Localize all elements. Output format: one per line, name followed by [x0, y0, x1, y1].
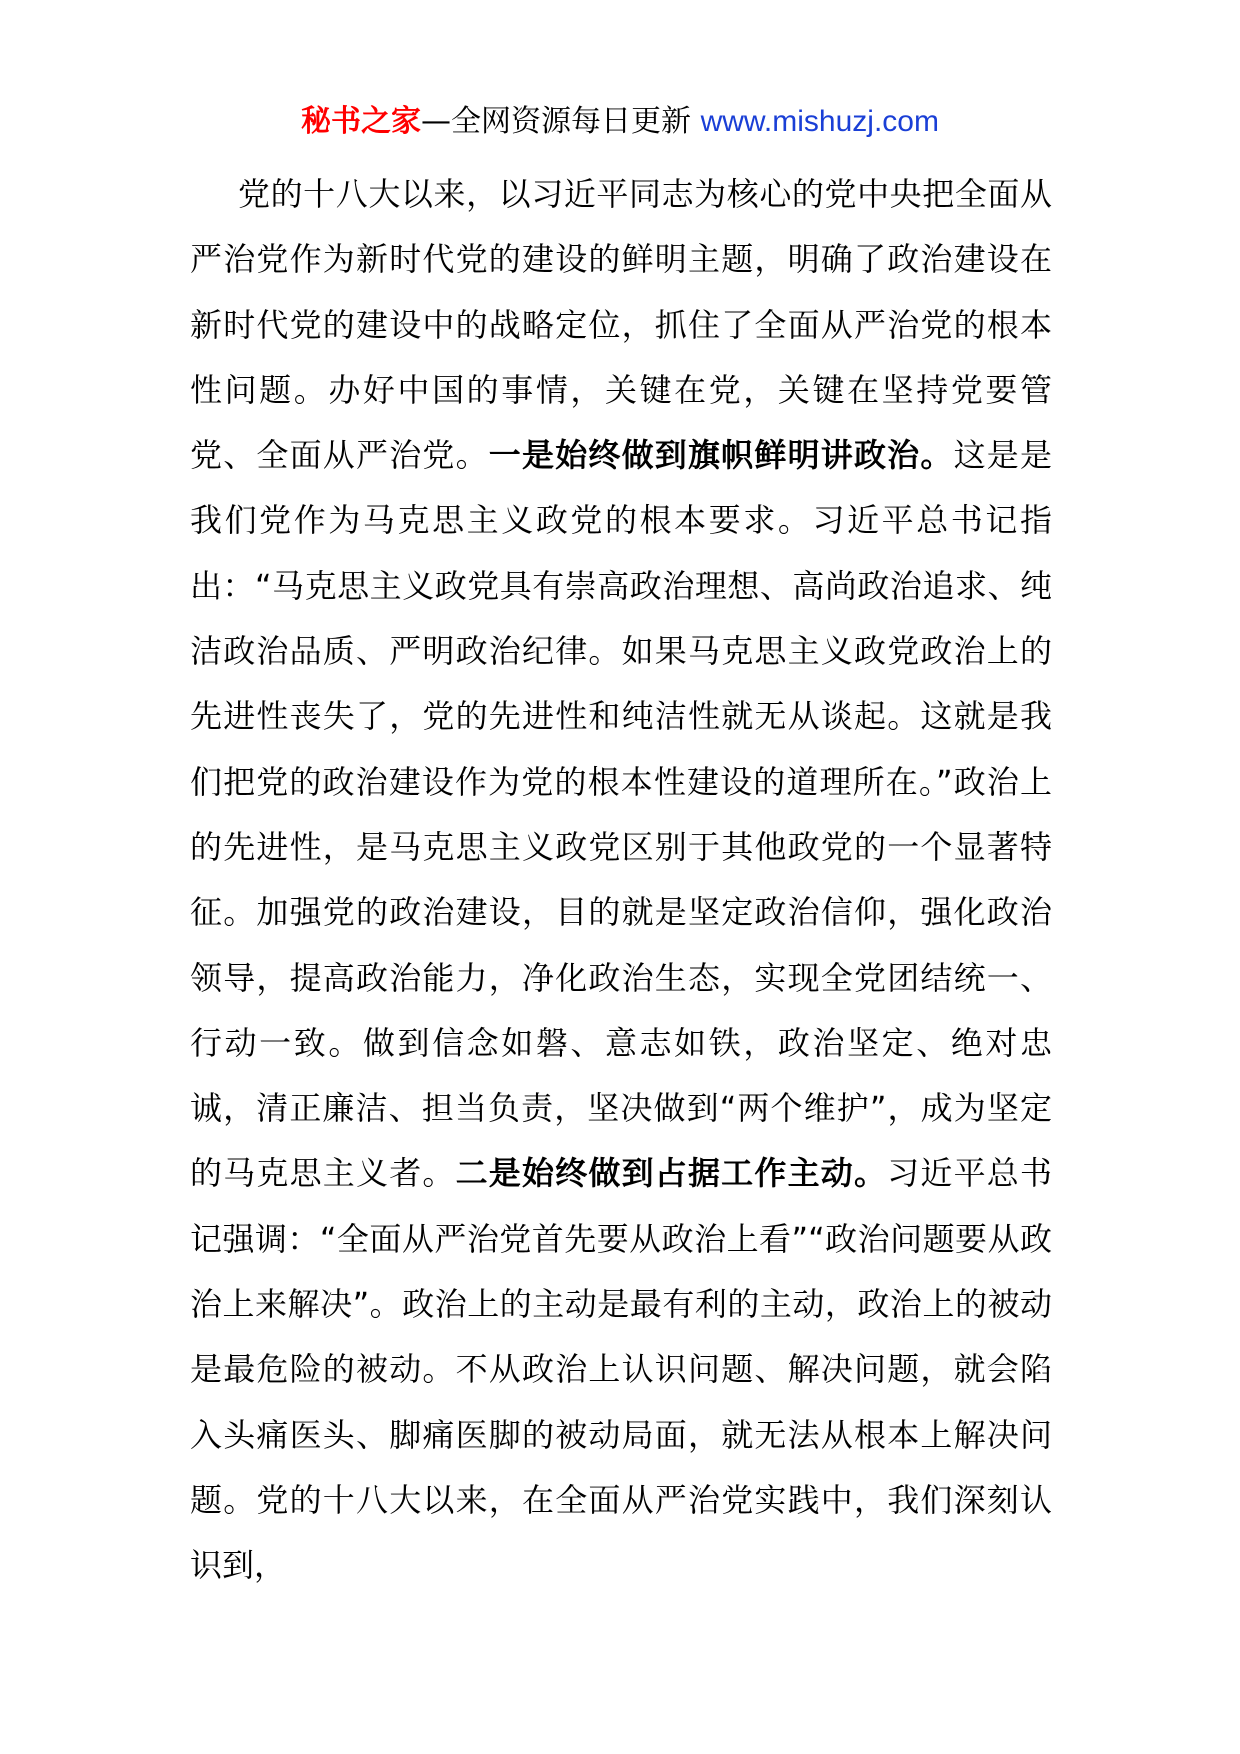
point-1-heading: 一是始终做到旗帜鲜明讲政治。	[488, 436, 954, 475]
paragraph-run-3: 习近平总书记强调：“全面从严治党首先要从政治上看”“政治问题要从政治上来解决”。政治上的主动是最有利的主动，政治上的被动是最危险的被动。不从政治上认识问题、解决问题，就会陷入头痛医头、脚痛医脚的被动局面，就无法从根本上解决问题。党的十八大以来，在全面从严治党实践中，我们深刻认识到，	[190, 1154, 1052, 1585]
paragraph-run-1: 党的十八大以来，以习近平同志为核心的党中央把全面从严治党作为新时代党的建设的鲜明主题，明确了政治建设在新时代党的建设中的战略定位，抓住了全面从严治党的根本性问题。办好中国的事情，关键在党，关键在坚持党要管党、全面从严治党。	[190, 175, 1052, 475]
brand-name: 秘书之家	[301, 104, 422, 139]
site-header	[0, 102, 1240, 142]
point-2-heading: 二是始终做到占据工作主动。	[455, 1154, 888, 1193]
paragraph-run-2: 这是是我们党作为马克思主义政党的根本要求。习近平总书记指出：“马克思主义政党具有崇高政治理想、高尚政治追求、纯洁政治品质、严明政治纪律。如果马克思主义政党政治上的先进性丧失了，党的先进性和纯洁性就无从谈起。这就是我们把党的政治建设作为党的根本性建设的道理所在。”政治上的先进性，是马克思主义政党区别于其他政党的一个显著特征。加强党的政治建设，目的就是坚定政治信仰，强化政治领导，提高政治能力，净化政治生态，实现全党团结统一、行动一致。做到信念如磐、意志如铁，政治坚定、绝对忠诚，清正廉洁、担当负责，坚决做到“两个维护”，成为坚定的马克思主义者。	[190, 436, 1052, 1193]
header-tagline: —全网资源每日更新	[421, 104, 701, 139]
body-paragraph	[190, 162, 1052, 1599]
site-url-link[interactable]: www.mishuzj.com	[700, 105, 939, 138]
